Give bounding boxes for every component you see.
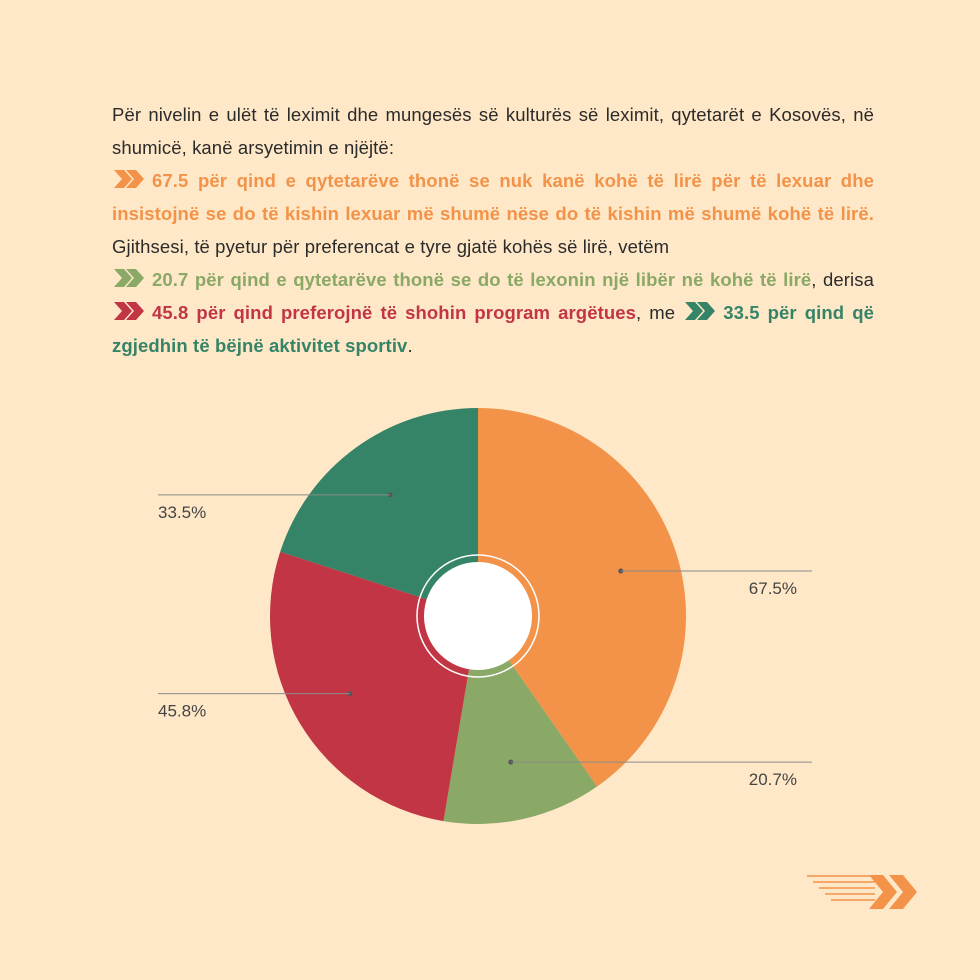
mid-text-1: Gjithsesi, të pyetur për preferencat e tyre gjatë kohës së lirë, vetëm xyxy=(112,236,670,257)
slice-label: 67.5% xyxy=(748,579,797,599)
mid-text-3: , me xyxy=(636,302,676,323)
donut-hole xyxy=(424,562,532,670)
mid-text-2: , derisa xyxy=(811,269,874,290)
stat-no-time: 67.5 për qind e qytetarëve thonë se nuk kanë kohë të lirë për të lexuar dhe insistojnë se do të kishin lexuar më shumë nëse do të kishin më shumë kohë të lirë. xyxy=(112,170,874,224)
stat-sport: 33.5 për qind që zgjedhin të bëjnë aktivitet sportiv xyxy=(112,302,874,356)
slice-label: 33.5% xyxy=(158,502,207,522)
arrow-lines-icon xyxy=(805,872,920,912)
intro-text: Për nivelin e ulët të leximit dhe mungesës së kulturës së leximit, qytetarët e Kosovës, në shumicë, kanë arsyetimin e njëjtë: xyxy=(112,104,874,158)
stat-entertainment: 45.8 për qind preferojnë të shohin program argëtues xyxy=(152,302,637,323)
slice-label: 45.8% xyxy=(158,701,207,721)
stat-read-book: 20.7 për qind e qytetarëve thonë se do të lexonin një libër në kohë të lirë xyxy=(152,269,812,290)
end-text: . xyxy=(407,335,413,356)
slice-label: 20.7% xyxy=(748,770,797,790)
